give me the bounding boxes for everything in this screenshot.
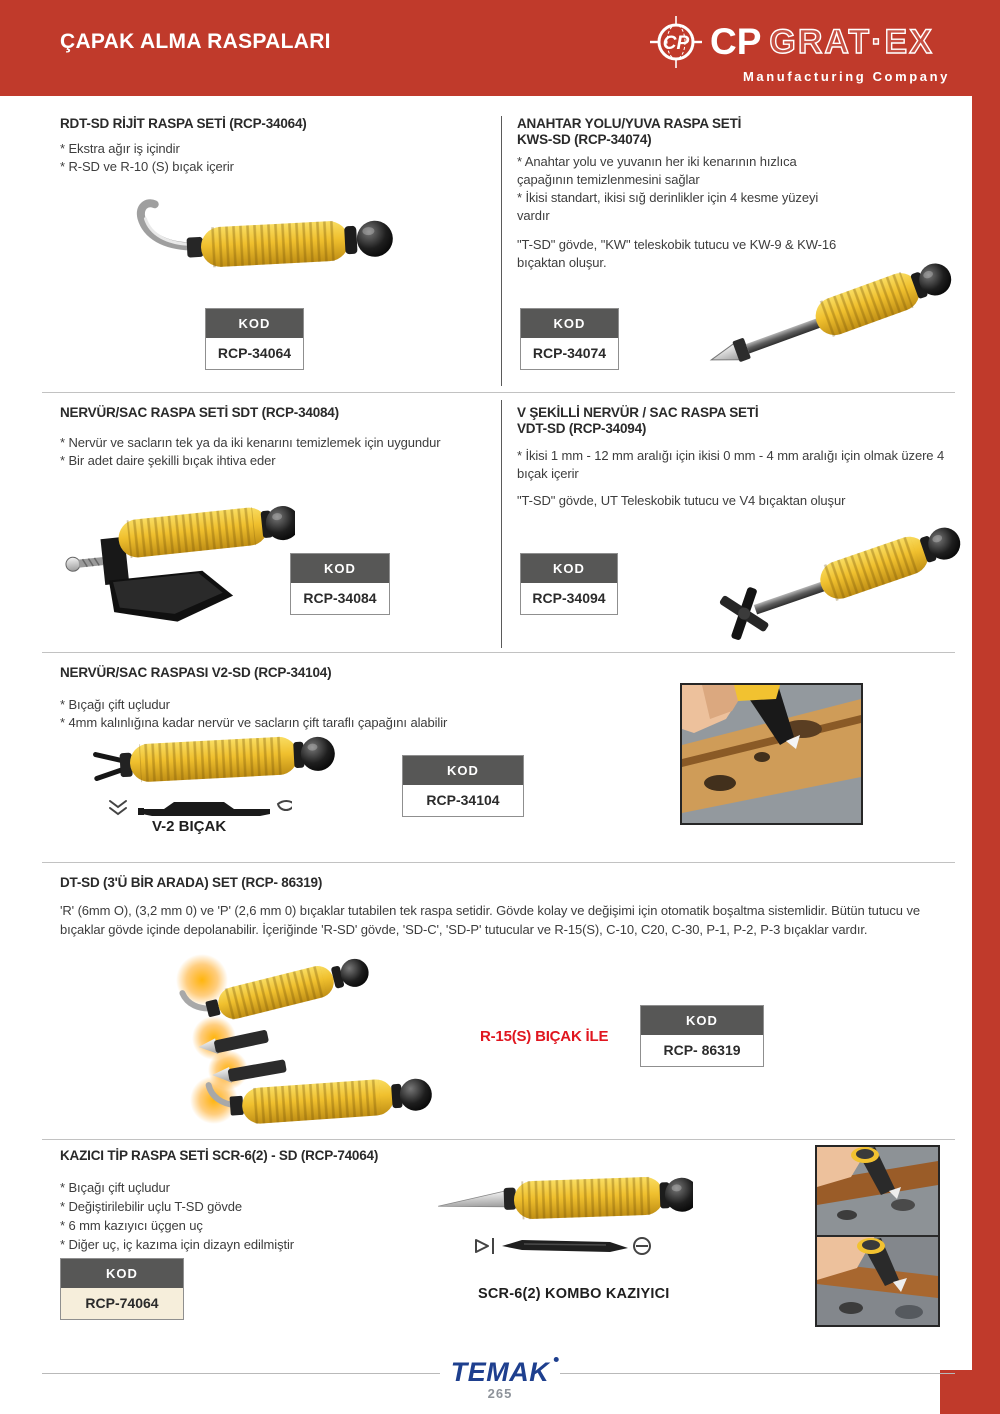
section-vdt-title-1: V ŞEKİLLİ NERVÜR / SAC RASPA SETİ xyxy=(517,405,759,420)
lens-icon xyxy=(278,801,292,810)
bullet: * İkisi 1 mm - 12 mm aralığı için ikisi 0 mm - 4 mm aralığı için olmak üzere 4 bıçak içerir xyxy=(517,448,945,481)
kod-box-dt xyxy=(640,1005,764,1067)
page-header xyxy=(0,0,1000,96)
logo-gratex-text: GRAT·EX xyxy=(769,23,934,61)
bullet: * R-SD ve R-10 (S) bıçak içerir xyxy=(60,159,234,174)
kod-header: KOD xyxy=(521,309,618,338)
svg-text:CP: CP xyxy=(662,33,690,54)
section-rdt-title: RDT-SD RİJİT RASPA SETİ (RCP-34064) xyxy=(60,116,307,131)
product-photo-v2 xyxy=(680,683,863,825)
bullet: * 4mm kalınlığına kadar nervür ve sacların çift taraflı çapağını alabilir xyxy=(60,715,448,730)
scr-caption: SCR-6(2) KOMBO KAZIYICI xyxy=(478,1286,670,1302)
section-vdt-title-2: VDT-SD (RCP-34094) xyxy=(517,421,647,436)
logo-cp-text: CP xyxy=(710,21,762,62)
section-kws-title-2: KWS-SD (RCP-34074) xyxy=(517,132,652,147)
kod-box-scr xyxy=(60,1258,184,1320)
triangle-icon xyxy=(476,1240,488,1252)
section-scr-bullets xyxy=(60,1178,420,1254)
footer-rule-left xyxy=(42,1373,440,1374)
kod-box-sdt xyxy=(290,553,390,615)
bullet: * Nervür ve sacların tek ya da iki kenarını temizlemek için uygundur xyxy=(60,435,441,450)
vertical-divider-row1 xyxy=(501,116,502,386)
v2-blade-label: V-2 BIÇAK xyxy=(152,818,227,835)
tool-illustration-dt-sd xyxy=(140,942,470,1137)
kod-header: KOD xyxy=(403,756,523,785)
kod-value: RCP-74064 xyxy=(61,1288,183,1319)
chevron-icon xyxy=(110,801,126,814)
corner-red-block xyxy=(940,1370,1000,1414)
section-v2-title: NERVÜR/SAC RASPASI V2-SD (RCP-34104) xyxy=(60,665,332,680)
horizontal-divider-1 xyxy=(42,392,955,393)
bullet: * Diğer uç, iç kazıma için dizayn edilmiştir xyxy=(60,1237,295,1252)
kod-header: KOD xyxy=(521,554,617,583)
kod-box-v2 xyxy=(402,755,524,817)
kod-box-kws xyxy=(520,308,619,370)
bullet: * Anahtar yolu ve yuvanın her iki kenarının hızlıca çapağının temizlenmesini sağlar xyxy=(517,154,797,187)
kod-box-vdt xyxy=(520,553,618,615)
section-rdt-bullets xyxy=(60,140,460,176)
kod-value: RCP- 86319 xyxy=(641,1035,763,1066)
kod-header: KOD xyxy=(641,1006,763,1035)
section-dt-paragraph: 'R' (6mm O), (3,2 mm 0) ve 'P' (2,6 mm 0) bıçaklar tutabilen tek raspa setidir. Gövde kolay ve değişimi için otomatik boşaltma sistemlidir. Bütün tutucu ve bıçaklar gövde içinde depolanabilir. İçeriğinde 'R-SD' gövde, 'SD-C', 'SD-P' tutucular ve R-15(S), C-10, C20, C-30, P-1, P-2, P-3 bıçaklar vardır. xyxy=(60,903,920,937)
bullet: * Ekstra ağır iş içindir xyxy=(60,141,180,156)
kod-value: RCP-34074 xyxy=(521,338,618,369)
product-photo-scr xyxy=(815,1145,940,1327)
right-red-strip xyxy=(972,96,1000,1370)
bullet: * İkisi standart, ikisi sığ derinlikler için 4 kesme yüzeyi vardır xyxy=(517,190,819,223)
tool-illustration-v2-sd xyxy=(80,712,355,807)
page-number: 265 xyxy=(487,1386,513,1401)
section-sdt-title: NERVÜR/SAC RASPA SETİ SDT (RCP-34084) xyxy=(60,405,339,420)
bullet: * Bir adet daire şekilli bıçak ihtiva eder xyxy=(60,453,276,468)
bullet: * Değiştirilebilir uçlu T-SD gövde xyxy=(60,1199,243,1214)
kod-box-rdt xyxy=(205,308,304,370)
tool-illustration-sdt xyxy=(50,470,295,645)
cp-globe-icon xyxy=(650,16,702,68)
kod-value: RCP-34094 xyxy=(521,583,617,614)
tool-illustration-rdt-sd xyxy=(105,185,405,305)
kod-value: RCP-34084 xyxy=(291,583,389,614)
section-vdt-bullets xyxy=(517,447,953,483)
bullet: * 6 mm kazıyıcı üçgen uç xyxy=(60,1218,203,1233)
section-kws-title-1: ANAHTAR YOLU/YUVA RASPA SETİ xyxy=(517,116,742,131)
temak-logo xyxy=(451,1357,550,1388)
kod-value: RCP-34064 xyxy=(206,338,303,369)
scr-blade-illustration xyxy=(468,1232,658,1260)
horizontal-divider-4 xyxy=(42,1139,955,1140)
temak-logo-text: TEMAK xyxy=(450,1357,550,1387)
footer-rule-right xyxy=(560,1373,955,1374)
vertical-divider-row2 xyxy=(501,400,502,648)
dt-highlight-label: R-15(S) BIÇAK İLE xyxy=(480,1028,609,1045)
kod-header: KOD xyxy=(206,309,303,338)
horizontal-divider-3 xyxy=(42,862,955,863)
section-kws-note: "T-SD" gövde, "KW" teleskobik tutucu ve KW-9 & KW-16 bıçaktan oluşur. xyxy=(517,237,837,270)
section-scr-title: KAZICI TİP RASPA SETİ SCR-6(2) - SD (RCP-74064) xyxy=(60,1148,379,1163)
kod-header: KOD xyxy=(291,554,389,583)
section-sdt-bullets xyxy=(60,434,490,470)
logo-subtitle: Manufacturing Company xyxy=(743,69,950,84)
tool-illustration-scr xyxy=(428,1156,693,1241)
bullet: * Bıçağı çift uçludur xyxy=(60,697,170,712)
bullet: * Bıçağı çift uçludur xyxy=(60,1180,170,1195)
kod-value: RCP-34104 xyxy=(403,785,523,816)
section-vdt-note: "T-SD" gövde, UT Teleskobik tutucu ve V4 bıçaktan oluşur xyxy=(517,493,846,508)
tool-illustration-vdt-sd xyxy=(705,485,970,655)
kod-header: KOD xyxy=(61,1259,183,1288)
photo-art xyxy=(817,1147,938,1325)
photo-art xyxy=(682,685,861,823)
brand-logo xyxy=(650,16,950,82)
page-title: ÇAPAK ALMA RASPALARI xyxy=(60,30,331,53)
tool-illustration-kws-sd xyxy=(695,232,955,387)
section-dt-title: DT-SD (3'Ü BİR ARADA) SET (RCP- 86319) xyxy=(60,875,323,890)
trademark-dot xyxy=(553,1357,558,1362)
section-kws-bullets xyxy=(517,153,849,225)
